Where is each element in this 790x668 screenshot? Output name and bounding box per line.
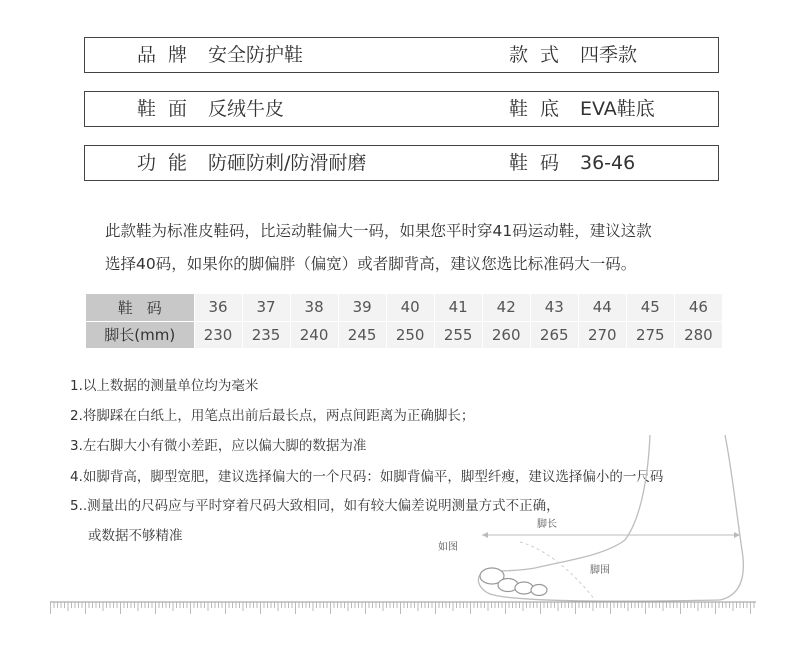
leg-outline-front (478, 435, 720, 601)
length-cell: 280 (674, 321, 722, 348)
instruction-4: 4.如脚背高，脚型宽肥，建议选择偏大的一个尺码：如脚背偏平，脚型纤瘦，建议选择偏小的一尺码 (70, 469, 664, 485)
size-cell: 36 (194, 294, 242, 321)
size-cell: 42 (482, 294, 530, 321)
length-cell: 235 (242, 321, 290, 348)
label-foot-length: 脚长 (537, 519, 557, 530)
spec-value-upper: 反绒牛皮 (208, 98, 285, 120)
spec-label-size: 鞋码 (509, 152, 572, 174)
instruction-5: 5..测量出的尺码应与平时穿着尺码大致相同，如有较大偏差说明测量方式不正确， (70, 498, 560, 514)
size-cell: 45 (626, 294, 674, 321)
toe-3 (515, 582, 533, 594)
spec-label-sole: 鞋底 (509, 98, 572, 120)
size-cell: 41 (434, 294, 482, 321)
sizing-note-line2: 选择40码，如果你的脚偏胖（偏宽）或者脚背高，建议您选比标准码大一码。 (105, 255, 637, 273)
size-cell: 46 (674, 294, 722, 321)
spec-row-upper (84, 91, 719, 127)
spec-value-sole: EVA鞋底 (580, 98, 655, 120)
spec-label-function: 功能 (137, 152, 200, 174)
spec-value-size: 36-46 (580, 152, 636, 174)
leg-outline-back (720, 435, 743, 600)
length-cell: 265 (530, 321, 578, 348)
length-cell: 240 (290, 321, 338, 348)
toe-4 (531, 585, 547, 596)
instruction-3: 3.左右脚大小有微小差距，应以偏大脚的数据为准 (70, 438, 367, 454)
size-cell: 39 (338, 294, 386, 321)
spec-row-function (84, 145, 719, 181)
length-row (86, 321, 723, 348)
foot-measurement-diagram (420, 430, 760, 605)
length-cell: 250 (386, 321, 434, 348)
spec-label-brand: 品牌 (137, 44, 200, 66)
spec-label-upper: 鞋面 (137, 98, 200, 120)
size-table (86, 294, 723, 349)
instruction-1: 1.以上数据的测量单位均为毫米 (70, 378, 259, 394)
instruction-2: 2.将脚踩在白纸上，用笔点出前后最长点，两点间距离为正确脚长； (70, 408, 475, 424)
size-cell: 38 (290, 294, 338, 321)
label-foot-circumference: 脚围 (590, 565, 610, 576)
ruler (50, 601, 756, 621)
spec-row-brand (84, 37, 719, 73)
length-cell: 260 (482, 321, 530, 348)
spec-label-style: 款式 (509, 44, 572, 66)
length-cell: 255 (434, 321, 482, 348)
sizing-note-line1: 此款鞋为标准皮鞋码，比运动鞋偏大一码，如果您平时穿41码运动鞋，建议这款 (105, 222, 652, 240)
size-row-label: 鞋码 (86, 294, 194, 321)
ruler-ticks (50, 602, 756, 614)
foot-length-arrow-left (482, 532, 488, 538)
spec-value-brand: 安全防护鞋 (208, 44, 304, 66)
length-cell: 245 (338, 321, 386, 348)
size-cell: 44 (578, 294, 626, 321)
size-cell: 40 (386, 294, 434, 321)
size-cell: 37 (242, 294, 290, 321)
length-row-label: 脚长(mm) (86, 321, 194, 348)
length-cell: 230 (194, 321, 242, 348)
size-row (86, 294, 723, 321)
label-ruguo: 如图 (438, 542, 458, 553)
size-cell: 43 (530, 294, 578, 321)
spec-value-style: 四季款 (580, 44, 638, 66)
length-cell: 275 (626, 321, 674, 348)
spec-value-function: 防砸防刺/防滑耐磨 (208, 152, 367, 174)
instruction-5-continued: 或数据不够精准 (88, 528, 183, 544)
length-cell: 270 (578, 321, 626, 348)
